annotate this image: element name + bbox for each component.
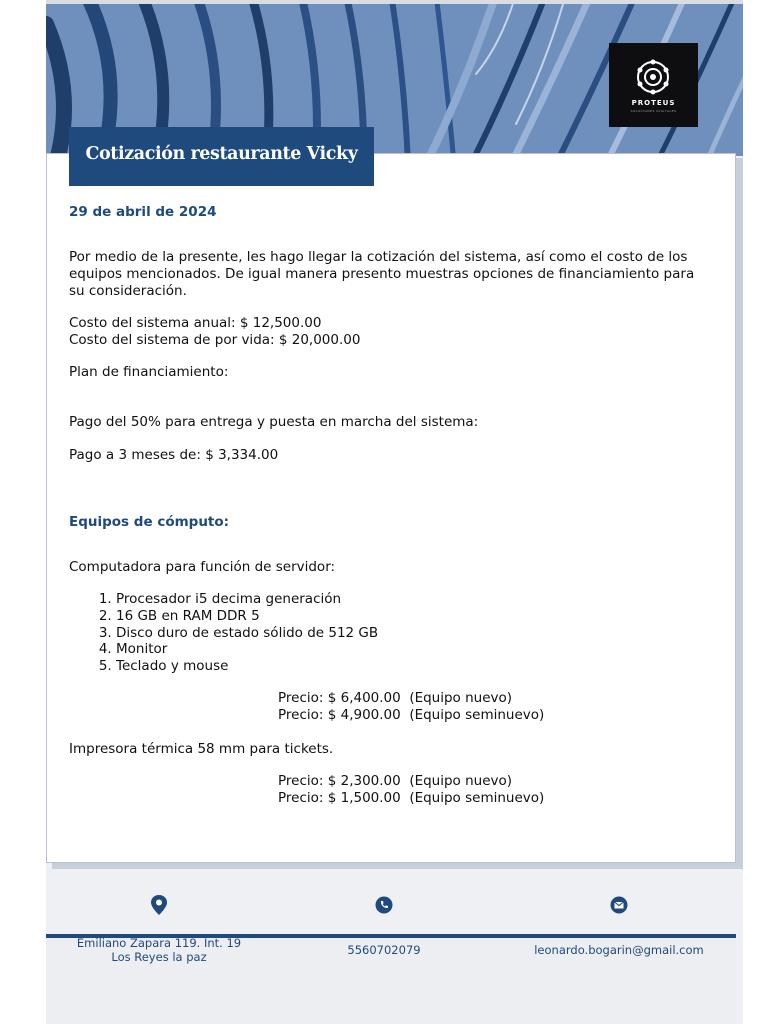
printer-price-used: Precio: $ 1,500.00 (Equipo seminuevo)	[278, 790, 545, 806]
server-price-new: Precio: $ 6,400.00 (Equipo nuevo)	[278, 690, 513, 706]
phone-icon	[375, 896, 393, 918]
intro-paragraph: Por medio de la presente, les hago llegar la cotización del sistema, así como el costo de los equipos mencionados. De igual manera presento muestras opciones de financiamiento para su consideración.	[69, 249, 695, 299]
contact-address	[60, 936, 258, 964]
printer-label: Impresora térmica 58 mm para tickets.	[69, 741, 334, 757]
proteus-logo	[609, 43, 698, 127]
envelope-icon	[610, 896, 628, 918]
financing-installments: Pago a 3 meses de: $ 3,334.00	[69, 447, 279, 463]
logo-name: PROTEUS	[631, 99, 676, 107]
cost-lifetime: Costo del sistema de por vida: $ 20,000.00	[69, 332, 361, 348]
server-label: Computadora para función de servidor:	[69, 559, 336, 575]
financing-label: Plan de financiamiento:	[69, 364, 229, 380]
contact-phone[interactable]: 5560702079	[347, 943, 421, 957]
logo-tagline: SOLUCIONES DIGITALES	[630, 109, 677, 113]
spec-item: 3. Disco duro de estado sólido de 512 GB	[116, 625, 378, 642]
address-line-2: Los Reyes la paz	[111, 950, 207, 964]
financing-down-payment: Pago del 50% para entrega y puesta en marcha del sistema:	[69, 414, 479, 430]
spec-item: 5. Teclado y mouse	[116, 658, 378, 675]
address-line-1: Emiliano Zapara 119. Int. 19	[76, 936, 242, 950]
server-price-used: Precio: $ 4,900.00 (Equipo seminuevo)	[278, 707, 545, 723]
server-specs-list	[69, 591, 378, 675]
map-pin-icon	[150, 895, 168, 919]
page-title: Cotización restaurante Vicky	[85, 144, 358, 164]
cost-annual: Costo del sistema anual: $ 12,500.00	[69, 315, 322, 331]
spec-item: 1. Procesador i5 decima generación	[116, 591, 378, 608]
contact-email[interactable]: leonardo.bogarin@gmail.com	[534, 943, 704, 957]
title-box	[69, 127, 374, 186]
logo-emblem-icon	[633, 57, 673, 97]
spec-item: 2. 16 GB en RAM DDR 5	[116, 608, 378, 625]
spec-item: 4. Monitor	[116, 641, 378, 658]
printer-price-new: Precio: $ 2,300.00 (Equipo nuevo)	[278, 773, 513, 789]
equipment-heading: Equipos de cómputo:	[69, 514, 230, 530]
document-date: 29 de abril de 2024	[69, 204, 217, 220]
